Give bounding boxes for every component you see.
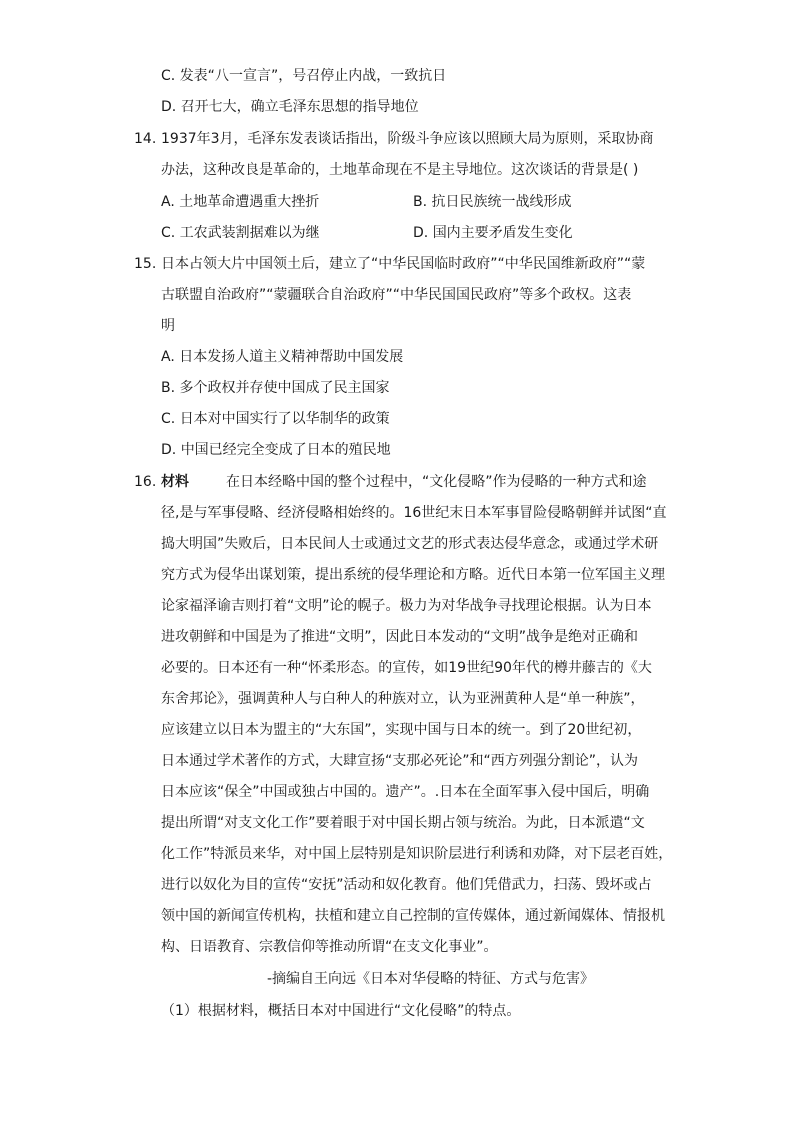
q15-stem-line: 古联盟自治政府”“蒙疆联合自治政府”“中华民国国民政府”等多个政权。这表 [161,287,632,303]
q14-stem-line: 办法，这种改良是革命的，土地革命现在不是主导地位。这次谈话的背景是( ) [161,162,639,178]
q16-material-line: 应该建立以日本为盟主的“大东国”，实现中国与日本的统一。到了20世纪初， [161,722,642,738]
q16-material-line: 东舍邦论》，强调黄种人与白种人的种族对立，认为亚洲黄种人是“单一种族”， [161,691,645,707]
q14-stem-line: 1937年3月，毛泽东发表谈话指出，阶级斗争应该以照顾大局为原则，采取协商 [161,131,654,147]
q15-option-b: B. 多个政权并存使中国成了民主国家 [161,380,390,396]
q16-material-line: 日本应该“保全”中国或独占中国的。遗产”。.日本在全面军事入侵中国后，明确 [161,784,650,800]
q16-material-line: 提出所谓“对支文化工作”要着眼于对中国长期占领与统治。为此，日本派遣“文 [161,815,645,831]
q16-material-line: 日本通过学术著作的方式，大肆宣扬“支那必死论”和“西方列强分割论”，认为 [161,753,639,769]
q16-material-line: 论家福泽谕吉则打着“文明”论的幌子。极力为对华战争寻找理论根据。认为日本 [161,598,652,614]
q16-material-line: 化工作”特派员来华，对中国上层特别是知识阶层进行利诱和劝降，对下层老百姓， [161,846,673,862]
q16-material-line: 捣大明国”失败后，日本民间人士或通过文艺的形式表达侵华意念，或通过学术研 [161,536,659,552]
q15-option-a: A. 日本发扬人道主义精神帮助中国发展 [161,349,404,365]
q13-option-d: D. 召开七大，确立毛泽东思想的指导地位 [161,99,419,115]
q14-option-d: D. 国内主要矛盾发生变化 [413,225,573,241]
q16-material-line: 进行以奴化为目的宣传“安抚”活动和奴化教育。他们凭借武力，扫荡、毁坏或占 [161,877,652,893]
q15-stem-line: 明 [161,318,175,334]
q13-option-c: C. 发表“八一宣言”，号召停止内战，一致抗日 [161,68,447,84]
q16-material-line: 究方式为侵华出谋划策，提出系统的侵华理论和方略。近代日本第一位军国主义理 [161,567,665,583]
q16-material-line: 径,是与军事侵略、经济侵略相始终的。16世纪末日本军事冒险侵略朝鲜并试图“直 [161,505,667,521]
q16-material-line: 在日本经略中国的整个过程中，“文化侵略”作为侵略的一种方式和途 [226,474,647,490]
q14-option-c: C. 工农武装割据难以为继 [161,225,320,241]
q14-option-b: B. 抗日民族统一战线形成 [413,194,572,210]
q14-option-a: A. 土地革命遭遇重大挫折 [161,194,320,210]
q16-number: 16. [134,474,157,490]
q16-material-line: 必要的。日本还有一种“怀柔形态。的宣传，如19世纪90年代的樽井藤吉的《大 [161,660,652,676]
q15-number: 15. [134,256,157,272]
q16-source: -摘编自王向远《日本对华侵略的特征、方式与危害》 [267,971,595,987]
q16-material-line: 构、日语教育、宗教信仰等推动所谓“在支文化事业”。 [161,939,498,955]
q16-material-label: 材料 [161,474,189,490]
q14-number: 14. [134,131,157,147]
q15-stem-line: 日本占领大片中国领土后，建立了“中华民国临时政府”“中华民国维新政府”“蒙 [161,256,646,272]
q16-material-line: 领中国的新闻宣传机构，扶植和建立自己控制的宣传媒体，通过新闻媒体、情报机 [161,908,665,924]
q15-option-d: D. 中国已经完全变成了日本的殖民地 [161,442,391,458]
q16-material-line: 进攻朝鲜和中国是为了推进“文明”，因此日本发动的“文明”战争是绝对正确和 [161,629,639,645]
q16-sub-question: （1）根据材料，概括日本对中国进行“文化侵略”的特点。 [161,1003,521,1019]
q15-option-c: C. 日本对中国实行了以华制华的政策 [161,411,390,427]
